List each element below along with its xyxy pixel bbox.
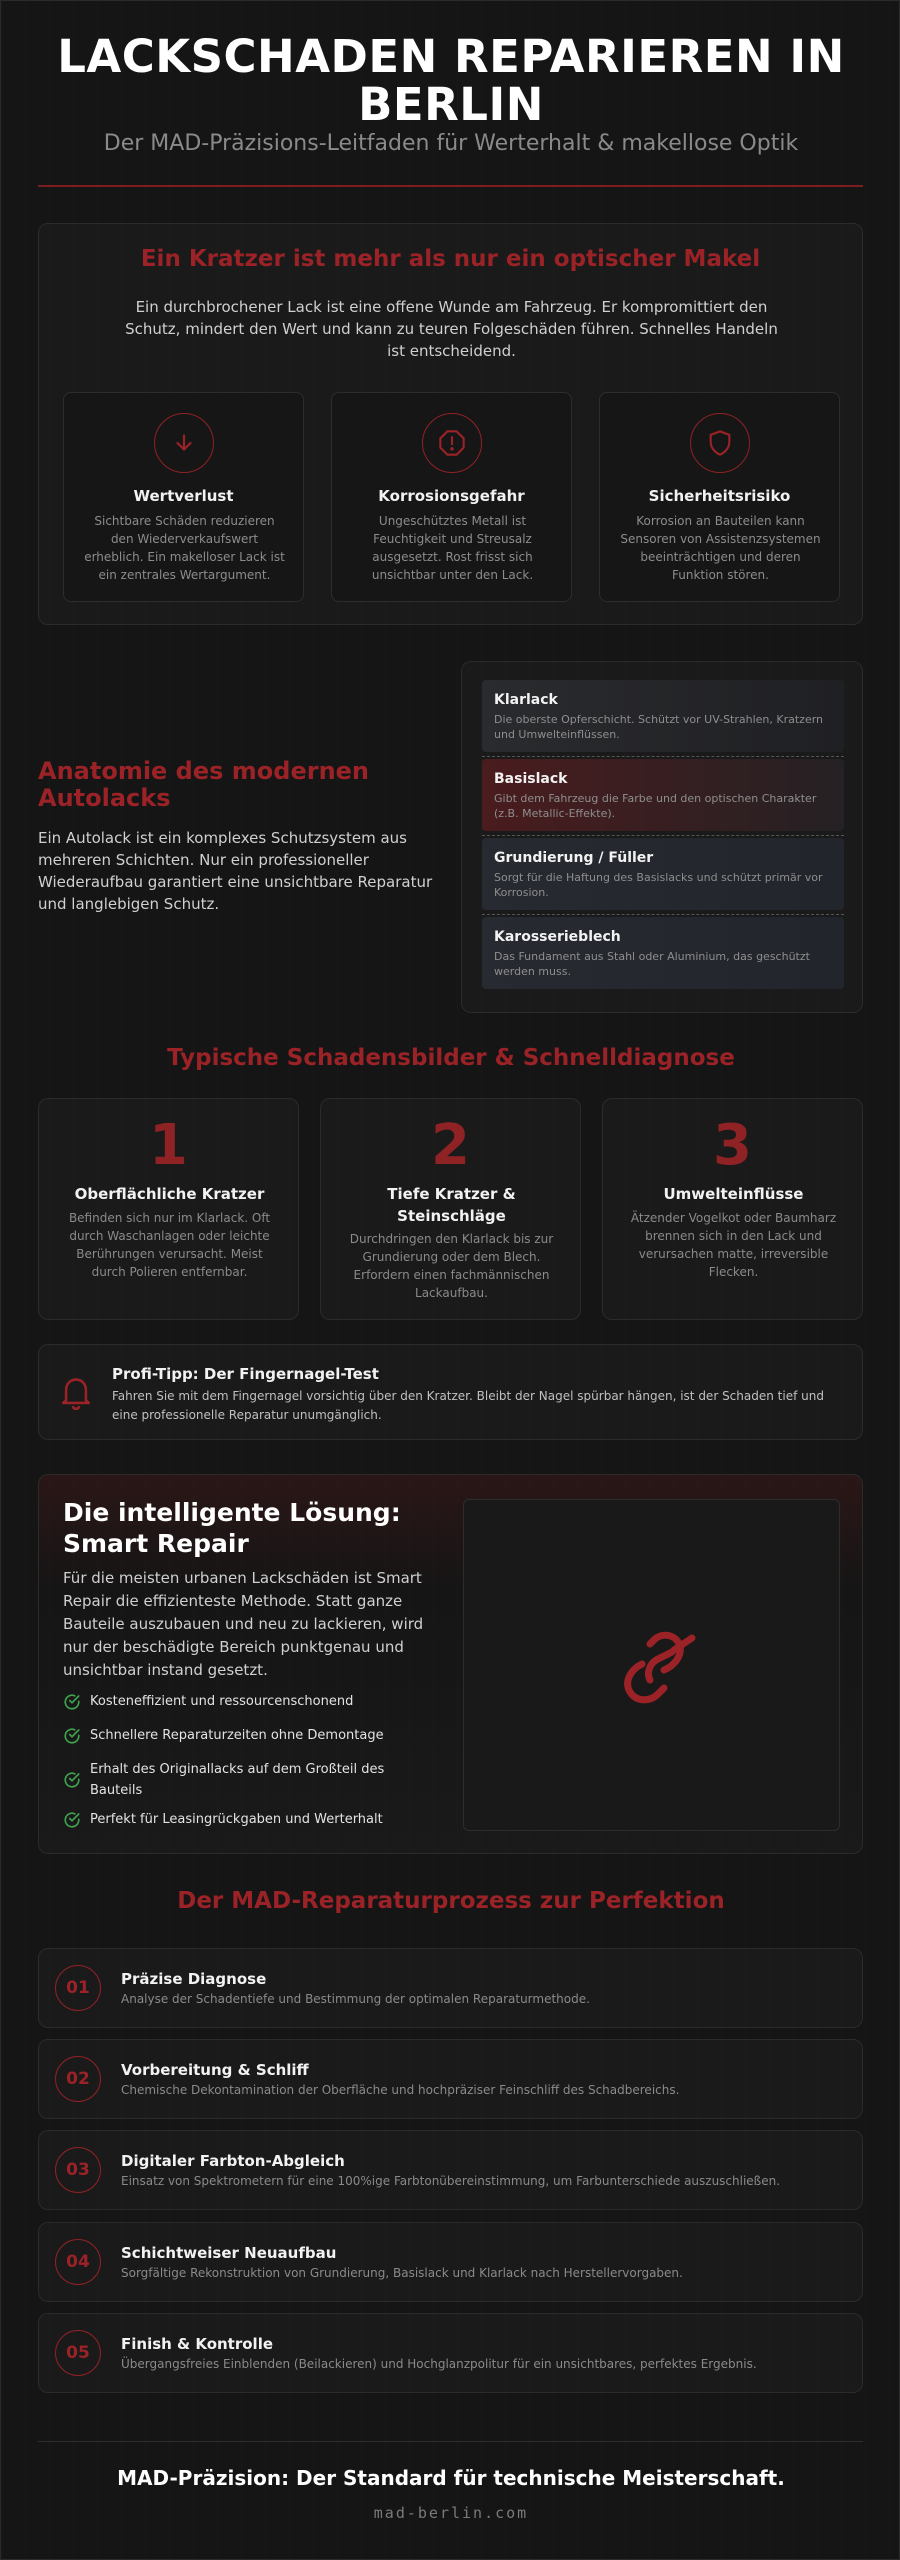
benefit-label: Perfekt für Leasingrückgaben und Werterhalt <box>90 1812 383 1827</box>
damage-number: 1 <box>149 1113 188 1178</box>
layer-base-coat <box>482 759 844 831</box>
process-step <box>38 2039 863 2119</box>
step-number: 02 <box>55 2056 101 2102</box>
feature-card-safety <box>599 392 840 602</box>
layer-divider <box>482 756 844 757</box>
check-circle-icon <box>63 1811 81 1829</box>
warning-octagon-icon <box>422 413 482 473</box>
smart-repair-visual <box>463 1499 840 1831</box>
footer-title: MAD-Präzision: Der Standard für technische Meisterschaft. <box>117 2466 785 2490</box>
step-number: 05 <box>55 2330 101 2376</box>
step-text: Analyse der Schadentiefe und Bestimmung der optimalen Reparaturmethode. <box>121 1992 590 2006</box>
damage-card-deep <box>320 1098 581 1320</box>
feature-title: Wertverlust <box>133 487 234 505</box>
page-subtitle: Der MAD-Präzisions-Leitfaden für Werterhalt & makellose Optik <box>103 131 799 156</box>
damage-card-title: Tiefe Kratzer & Steinschläge <box>387 1185 516 1225</box>
process-title: Der MAD-Reparaturprozess zur Perfektion <box>177 1888 725 1914</box>
feature-title: Sicherheitsrisiko <box>648 487 791 505</box>
step-title: Schichtweiser Neuaufbau <box>121 2244 337 2262</box>
pro-tip-text: Fahren Sie mit dem Fingernagel vorsichtig über den Kratzer. Bleibt der Nagel spürbar hängen, ist der Schaden tief und eine professionelle Reparatur unumgänglich. <box>112 1389 824 1422</box>
check-circle-icon <box>63 1693 81 1711</box>
check-circle-icon <box>63 1727 81 1745</box>
page-title: LACKSCHADEN REPARIEREN IN BERLIN <box>57 30 845 131</box>
layer-primer <box>482 838 844 910</box>
process-step <box>38 1948 863 2028</box>
footer-url[interactable]: mad-berlin.com <box>373 2504 529 2522</box>
damage-number: 2 <box>431 1113 470 1178</box>
layer-name: Grundierung / Füller <box>494 850 654 866</box>
feature-text: Sichtbare Schäden reduzieren den Wiederverkaufswert erheblich. Ein makelloser Lack ist ein zentrales Wertargument. <box>84 514 285 582</box>
smart-repair-section <box>38 1474 863 1854</box>
damage-card-text: Durchdringen den Klarlack bis zur Grundierung oder dem Blech. Erfordern einen fachmännischen Lackaufbau. <box>349 1232 554 1300</box>
step-text: Einsatz von Spektrometern für eine 100%ige Farbtonübereinstimmung, um Farbunterschiede auszuschließen. <box>121 2174 781 2188</box>
damage-card-text: Ätzender Vogelkot oder Baumharz brennen sich in den Lack und verursachen matte, irreversible Flecken. <box>630 1211 837 1279</box>
feature-text: Korrosion an Bauteilen kann Sensoren von Assistenzsystemen beeinträchtigen und deren Funktion stören. <box>620 514 821 582</box>
feature-card-corrosion <box>331 392 572 602</box>
smart-repair-title: Die intelligente Lösung: Smart Repair <box>63 1498 401 1558</box>
feature-text: Ungeschütztes Metall ist Feuchtigkeit und Streusalz ausgesetzt. Rost frisst sich unsichtbar unter den Lack. <box>371 514 534 582</box>
process-step <box>38 2130 863 2210</box>
layer-divider <box>482 914 844 915</box>
intro-text: Ein durchbrochener Lack ist eine offene Wunde am Fahrzeug. Er kompromittiert den Schutz, mindert den Wert und kann zu teuren Folgeschäden führen. Schnelles Handeln ist entscheidend. <box>125 298 778 360</box>
benefit-label: Erhalt des Originallacks auf dem Großteil des Bauteils <box>90 1762 385 1798</box>
intro-section <box>38 223 863 625</box>
layer-clear-coat <box>482 680 844 752</box>
anatomy-title: Anatomie des modernen Autolacks <box>38 757 370 812</box>
step-number: 03 <box>55 2147 101 2193</box>
layer-description: Das Fundament aus Stahl oder Aluminium, das geschützt werden muss. <box>494 950 810 978</box>
benefit-label: Schnellere Reparaturzeiten ohne Demontage <box>90 1728 384 1743</box>
layer-description: Gibt dem Fahrzeug die Farbe und den optischen Charakter (z.B. Metallic-Effekte). <box>494 792 817 820</box>
damage-card-environment <box>602 1098 863 1320</box>
layer-name: Basislack <box>494 771 568 787</box>
feature-card-value-loss <box>63 392 304 602</box>
process-step <box>38 2313 863 2393</box>
benefit-label: Kosteneffizient und ressourcenschonend <box>90 1694 354 1709</box>
damage-card-title: Oberflächliche Kratzer <box>74 1185 265 1203</box>
step-title: Präzise Diagnose <box>121 1970 267 1988</box>
step-title: Finish & Kontrolle <box>121 2335 274 2353</box>
damage-number: 3 <box>713 1113 752 1178</box>
damage-card-surface <box>38 1098 299 1320</box>
layer-description: Die oberste Opferschicht. Schützt vor UV-Strahlen, Kratzern und Umwelteinflüssen. <box>494 713 824 741</box>
process-step <box>38 2222 863 2302</box>
layer-description: Sorgt für die Haftung des Basislacks und schützt primär vor Korrosion. <box>494 871 823 899</box>
header-divider <box>38 185 863 187</box>
chain-link-icon <box>612 1622 702 1712</box>
smart-repair-text: Für die meisten urbanen Lackschäden ist Smart Repair die effizienteste Methode. Statt ganze Bauteile auszubauen und neu zu lackieren, wird nur der beschädigte Bereich punktgenau und unsichtbar instand gesetzt. <box>63 1569 424 1679</box>
layer-name: Klarlack <box>494 692 558 708</box>
layer-body-panel <box>482 917 844 989</box>
intro-title: Ein Kratzer ist mehr als nur ein optischer Makel <box>140 246 761 272</box>
damage-card-text: Befinden sich nur im Klarlack. Oft durch Waschanlagen oder leichte Berührungen verursacht. Meist durch Polieren entfernbar. <box>68 1211 271 1279</box>
feature-title: Korrosionsgefahr <box>378 487 525 505</box>
layer-divider <box>482 835 844 836</box>
step-text: Chemische Dekontamination der Oberfläche und hochpräziser Feinschliff des Schadbereichs. <box>121 2083 680 2097</box>
footer-divider <box>38 2441 863 2442</box>
step-title: Digitaler Farbton-Abgleich <box>121 2152 345 2170</box>
pro-tip-title: Profi-Tipp: Der Fingernagel-Test <box>112 1365 379 1383</box>
paint-layers-diagram <box>461 661 863 1013</box>
step-text: Sorgfältige Rekonstruktion von Grundierung, Basislack und Klarlack nach Herstellervorgaben. <box>121 2266 683 2280</box>
shield-icon <box>690 413 750 473</box>
arrow-down-circle-icon <box>154 413 214 473</box>
step-number: 01 <box>55 1965 101 2011</box>
check-circle-icon <box>63 1771 81 1789</box>
anatomy-text: Ein Autolack ist ein komplexes Schutzsystem aus mehreren Schichten. Nur ein professioneller Wiederaufbau garantiert eine unsichtbare Reparatur und langlebigen Schutz. <box>38 829 433 913</box>
damage-title: Typische Schadensbilder & Schnelldiagnose <box>167 1045 735 1071</box>
step-title: Vorbereitung & Schliff <box>121 2061 309 2079</box>
step-number: 04 <box>55 2239 101 2285</box>
damage-card-title: Umwelteinflüsse <box>663 1185 804 1203</box>
pro-tip-box <box>38 1344 863 1440</box>
step-text: Übergangsfreies Einblenden (Beilackieren) und Hochglanzpolitur für ein unsichtbares, perfektes Ergebnis. <box>121 2357 757 2371</box>
layer-name: Karosserieblech <box>494 929 621 945</box>
bell-icon <box>59 1373 93 1413</box>
